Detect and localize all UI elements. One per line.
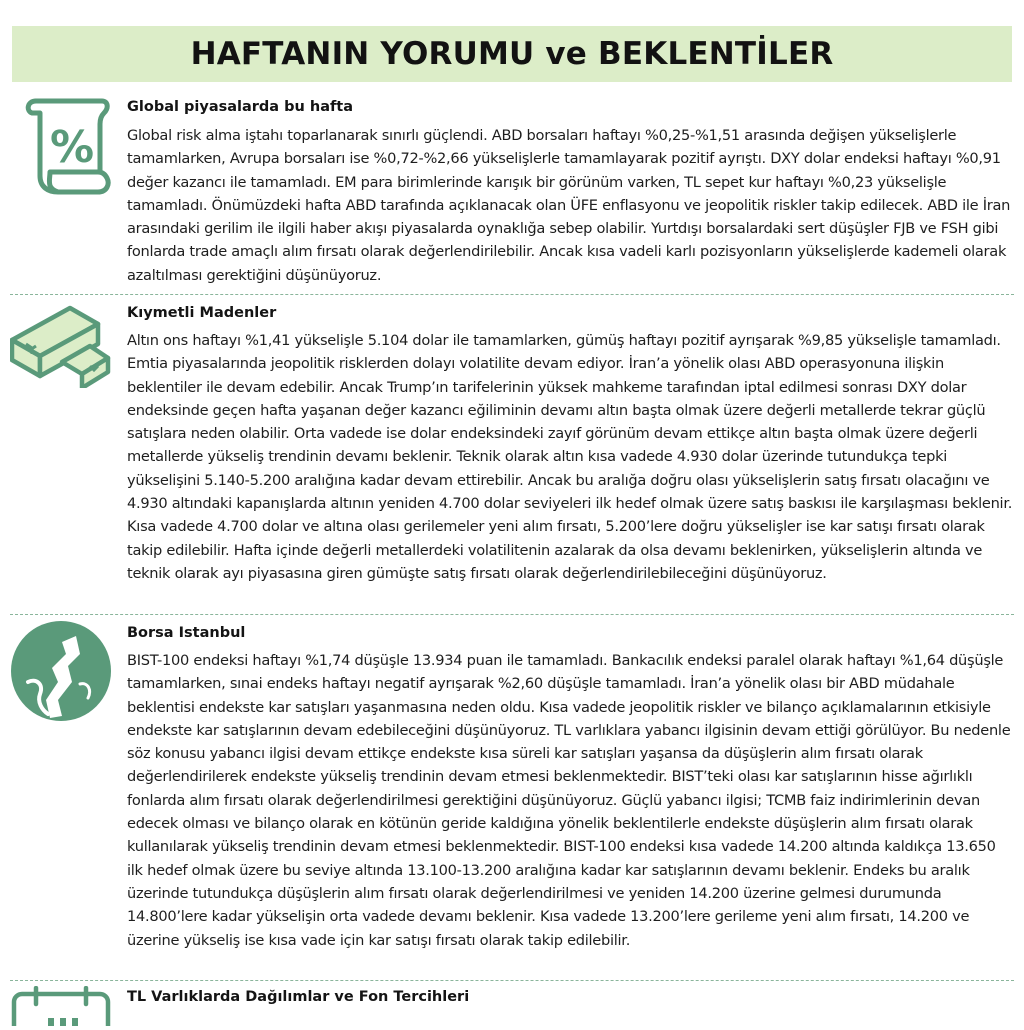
header-banner xyxy=(12,26,1012,82)
section-body: Altın ons haftayı %1,41 yükselişle 5.104 dolar ile tamamlarken, gümüş haftayı pozitif ayrışarak %9,85 yükselişle tamamladı. Emtia piyasalarında jeopolitik risklerden dolayı volatilite devam ediyor. İran’a yönelik olası ABD operasyonuna ilişkin beklentiler ile devam edebilir. Ancak Trump’ın tarifelerinin yüksek mahkeme tarafından iptal edilmesi sonrası DXY dolar endeksinde geçen hafta yaşanan değer kazancı eğiliminin devamı altın başta olmak üzere değerli metallerde tekrar güçlü satışlara neden olabilir. Orta vadede ise dolar endeksindeki zayıf görünüm devam ettikçe altın başta olmak üzere değerli metallerde yükseliş trendinin devamı beklenir. Teknik olarak altın kısa vadede 4.930 dolar üzerinde tutundukça tepki yükselişini 5.140-5.200 aralığına kadar devam ettirebilir. Ancak bu aralığa doğru olası yükselişlerin satış fırsatı olacağını ve 4.930 altındaki kapanışlarda altının yeniden 4.700 dolar seviyeleri ilk hedef olmak üzere satış baskısı ile karşılaşması beklenir. Kısa vadede 4.700 dolar ve altına olası gerilemeler yeni alım fırsatı, 5.200’lere doğru yükselişler ise kar satışı fırsatı olarak takip edilebilir. Hafta içinde değerli metallerdeki volatilitenin azalarak da olsa devamı beklenirken, yükselişlerin altında ve teknik olarak ayı piyasasına giren gümüşte satış fırsatı olarak değerlendirilebileceğini düşünüyoruz. xyxy=(127,332,1013,582)
section-title: Kıymetli Madenler xyxy=(127,305,277,321)
section-divider xyxy=(10,980,1014,981)
section-divider xyxy=(10,294,1014,295)
section-body: BIST-100 endeksi haftayı %1,74 düşüşle 13.934 puan ile tamamladı. Bankacılık endeksi paralel olarak haftayı %1,64 düşüşle tamamlarken, sınai endeks haftayı negatif ayrışarak %2,60 düşüşle tamamladı. İran’a yönelik olası bir ABD müdahale beklentisi endekste kar satışları yaşanmasına neden oldu. Kısa vadede jeopolitik riskler ve bilanço açıklamalarının etkisiyle endekste kar satışlarının devam edebileceğini düşünüyoruz. TL varlıklara yabancı ilgisinin devam ettiği görülüyor. Bu nedenle söz konusu yabancı ilgisi devam ettikçe endekste kısa süreli kar satışları yaşansa da düşüşlerin alım fırsatı olarak değerlendirilerek endekste yükseliş trendinin devam etmesi beklenmektedir. BIST’teki olası kar satışlarının hisse ağırlıklı fonlarda alım fırsatı olarak değerlendirilmesi gerektiğini düşünüyoruz. Güçlü yabancı ilgisi; TCMB faiz indirimlerinin devan edecek olması ve bilanço olarak en kötünün geride kaldığına yönelik beklentilerle endekste düşüşlerin alım fırsatı olarak kullanılarak yükseliş trendinin devam etmesi beklenmektedir. BIST-100 endeksi kısa vadede 14.200 altında kaldıkça 13.650 ilk hedef olmak üzere bu seviye altında 13.100-13.200 aralığına kadar kar satışlarının devamı beklenir. Endeks bu aralık üzerinde tutundukça düşüşlerin alım fırsatı olarak değerlendirilmesi ve yeniden 14.200 üzerine gelmesi durumunda 14.800’lere kadar yükselişin orta vadede devamı beklenir. Kısa vadede 13.200’lere gerileme yeni alım fırsatı, 14.200 ve üzerine yükseliş ise kısa vade için kar satışı fırsatı olarak takip edilebilir. xyxy=(127,652,1011,949)
section-title: TL Varlıklarda Dağılımlar ve Fon Tercihleri xyxy=(127,989,470,1005)
svg-text:%: % xyxy=(49,122,95,173)
section-body: Global risk alma iştahı toparlanarak sınırlı güçlendi. ABD borsaları haftayı %0,25-%1,51 arasında değişen yükselişlerle tamamlarken, Avrupa borsaları ise %0,72-%2,66 yükselişlerle tamamlayarak pozitif ayrıştı. DXY dolar endeksi haftayı %0,91 değer kazancı ile tamamladı. EM para birimlerinde karışık bir görünüm varken, TL sepet kur haftayı %0,23 yükselişle tamamladı. Önümüzdeki hafta ABD tarafında açıklanacak olan ÜFE enflasyonu ve jeopolitik riskler takip edilecek. ABD ile İran arasındaki gerilim ile ilgili haber akışı piyasalarda oynaklığa sebep olabilir. Yurtdışı borsalardaki sert düşüşler FJB ve FSH gibi fonlarda trade amaçlı alım fırsatı olarak değerlendirilebilir. Ancak kısa vadeli karlı pozisyonların yükselişlerde kademeli olarak azaltılması gerektiğini düşünüyoruz. xyxy=(127,127,1011,284)
percent-scroll-icon xyxy=(10,96,112,200)
section-divider xyxy=(10,614,1014,615)
gold-bars-icon xyxy=(10,300,112,392)
calendar-icon xyxy=(10,986,112,1030)
page-title: HAFTANIN YORUMU ve BEKLENTİLER xyxy=(190,36,834,72)
section-title: Global piyasalarda bu hafta xyxy=(127,99,354,115)
bosphorus-logo-icon xyxy=(10,620,112,726)
section-title: Borsa Istanbul xyxy=(127,625,246,641)
